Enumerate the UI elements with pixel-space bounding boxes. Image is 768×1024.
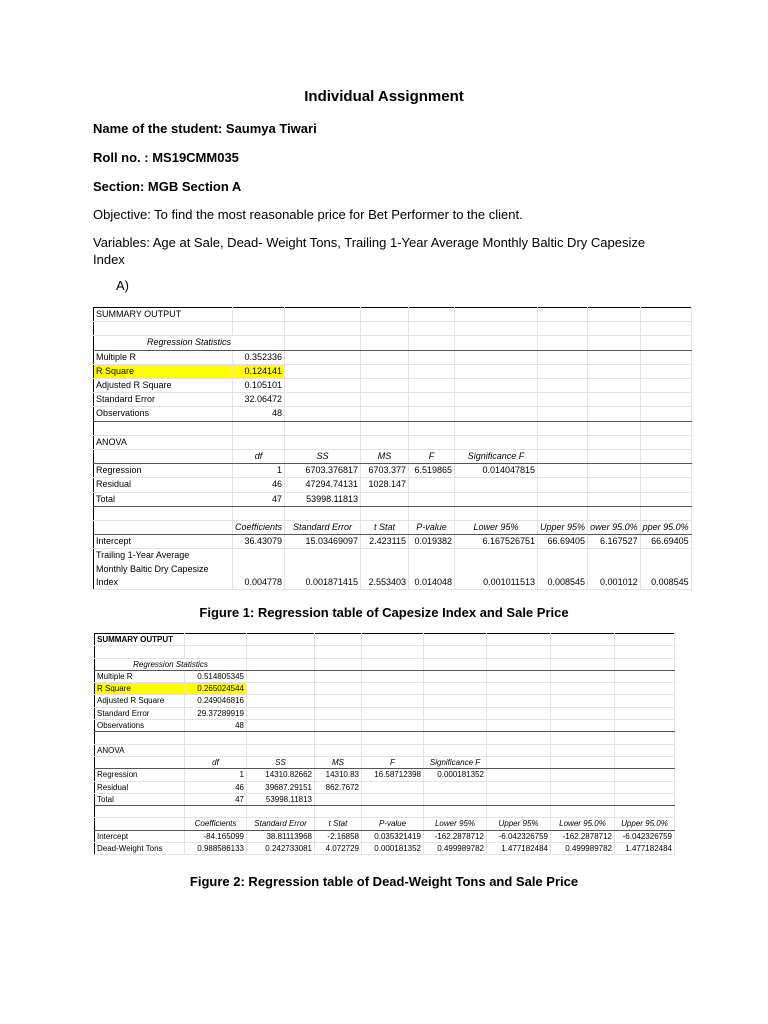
- figure-2-caption: Figure 2: Regression table of Dead-Weight Tons and Sale Price: [189, 874, 579, 889]
- coef-cell: 0.008545: [538, 549, 588, 590]
- anova-header: MS: [315, 756, 362, 768]
- variables-line-2: Index: [93, 252, 125, 267]
- figure-1-caption: Figure 1: Regression table of Capesize Index and Sale Price: [199, 605, 569, 620]
- anova-cell: 0.014047815: [455, 464, 538, 478]
- anova-cell: 6703.377: [361, 464, 409, 478]
- coef-header: P-value: [362, 818, 424, 830]
- coef-header: Standard Error: [247, 818, 315, 830]
- coef-header: Lower 95%: [424, 818, 487, 830]
- coef-header: Upper 95%: [538, 521, 588, 535]
- coef-header: Upper 95.0%: [615, 818, 675, 830]
- part-label: A): [116, 278, 129, 293]
- coef-cell: 0.004778: [233, 549, 285, 590]
- anova-header: MS: [361, 450, 409, 464]
- anova-cell: 6.519865: [409, 464, 455, 478]
- var-label-line: Trailing 1-Year Average: [96, 550, 190, 561]
- anova-header: df: [185, 756, 247, 768]
- coef-cell: 66.69405: [538, 535, 588, 549]
- stat-label: Adjusted R Square: [94, 379, 233, 393]
- coef-cell: 0.000181352: [362, 843, 424, 855]
- coef-cell: 0.001871415: [285, 549, 361, 590]
- coef-cell: 0.008545: [640, 549, 691, 590]
- regression-table-deadweight: [94, 633, 675, 855]
- stat-value: 0.105101: [233, 379, 285, 393]
- anova-cell: 1: [233, 464, 285, 478]
- stat-label: Standard Error: [95, 707, 185, 719]
- anova-header: SS: [247, 756, 315, 768]
- coef-row-label: Dead-Weight Tons: [95, 843, 185, 855]
- anova-row-label: Regression: [95, 769, 185, 781]
- coef-header: Coefficients: [185, 818, 247, 830]
- stat-value: 32.06472: [233, 393, 285, 407]
- coef-cell: 1.477182484: [487, 843, 551, 855]
- coef-header: Lower 95%: [455, 521, 538, 535]
- anova-cell: 14310.83: [315, 769, 362, 781]
- stat-label: Standard Error: [94, 393, 233, 407]
- coef-header: Upper 95%: [487, 818, 551, 830]
- regression-statistics-header: Regression Statistics: [95, 658, 247, 670]
- coef-cell: -162.2878712: [551, 830, 615, 842]
- anova-cell: 6703.376817: [285, 464, 361, 478]
- anova-cell: 16.58712398: [362, 769, 424, 781]
- anova-header: df: [233, 450, 285, 464]
- student-name: Name of the student: Saumya Tiwari: [93, 121, 317, 136]
- var-label-line: Index: [96, 576, 119, 587]
- roll-number: Roll no. : MS19CMM035: [93, 150, 239, 165]
- anova-cell: 47: [185, 793, 247, 805]
- coef-header: Coefficients: [233, 521, 285, 535]
- anova-header: SS: [285, 450, 361, 464]
- coef-header: Standard Error: [285, 521, 361, 535]
- coef-cell: 4.072729: [315, 843, 362, 855]
- coef-cell: 0.988586133: [185, 843, 247, 855]
- anova-cell: 47: [233, 492, 285, 506]
- coef-cell: 0.014048: [409, 549, 455, 590]
- coef-cell: 1.477182484: [615, 843, 675, 855]
- r-square-value: 0.124141: [233, 364, 285, 378]
- var-label-line: Monthly Baltic Dry Capesize: [96, 563, 209, 574]
- stat-label: Multiple R: [94, 350, 233, 364]
- objective: Objective: To find the most reasonable price for Bet Performer to the client.: [93, 207, 523, 222]
- coef-cell: 0.001011513: [455, 549, 538, 590]
- stat-value: 0.352336: [233, 350, 285, 364]
- stat-value: 29.37289919: [185, 707, 247, 719]
- r-square-label: R Square: [94, 364, 233, 378]
- anova-cell: 0.000181352: [424, 769, 487, 781]
- coef-row-label: Intercept: [95, 830, 185, 842]
- anova-row-label: Residual: [94, 478, 233, 492]
- stat-label: Adjusted R Square: [95, 695, 185, 707]
- anova-cell: 46: [185, 781, 247, 793]
- coef-row-label: Intercept: [94, 535, 233, 549]
- anova-cell: 53998.11813: [285, 492, 361, 506]
- anova-cell: 39687.29151: [247, 781, 315, 793]
- stat-value: 0.249046816: [185, 695, 247, 707]
- summary-output-label: SUMMARY OUTPUT: [94, 308, 233, 322]
- anova-header: Significance F: [424, 756, 487, 768]
- summary-output-label: SUMMARY OUTPUT: [95, 634, 185, 646]
- coef-row-label: [94, 549, 233, 590]
- coef-header: t Stat: [315, 818, 362, 830]
- stat-value: 48: [233, 407, 285, 421]
- anova-row-label: Residual: [95, 781, 185, 793]
- r-square-value: 0.265024544: [185, 683, 247, 695]
- stat-label: Observations: [95, 720, 185, 732]
- coef-header: pper 95.0%: [640, 521, 691, 535]
- coef-cell: -6.042326759: [487, 830, 551, 842]
- anova-header: Significance F: [455, 450, 538, 464]
- section: Section: MGB Section A: [93, 179, 242, 194]
- anova-row-label: Total: [95, 793, 185, 805]
- anova-cell: 47294.74131: [285, 478, 361, 492]
- anova-cell: 46: [233, 478, 285, 492]
- coef-cell: 6.167527: [588, 535, 641, 549]
- stat-value: 48: [185, 720, 247, 732]
- anova-cell: 1: [185, 769, 247, 781]
- variables-line-1: Variables: Age at Sale, Dead- Weight Tons, Trailing 1-Year Average Monthly Baltic Dry Capesize: [93, 235, 646, 250]
- anova-cell: 1028.147: [361, 478, 409, 492]
- coef-cell: 36.43079: [233, 535, 285, 549]
- coef-cell: 0.499989782: [424, 843, 487, 855]
- anova-cell: 53998.11813: [247, 793, 315, 805]
- coef-cell: 38.81113968: [247, 830, 315, 842]
- coef-cell: -2.16858: [315, 830, 362, 842]
- coef-cell: 0.001012: [588, 549, 641, 590]
- anova-row-label: Regression: [94, 464, 233, 478]
- coef-cell: 2.423115: [361, 535, 409, 549]
- regression-statistics-header: Regression Statistics: [94, 336, 285, 350]
- anova-row-label: Total: [94, 492, 233, 506]
- coef-header: t Stat: [361, 521, 409, 535]
- coef-cell: 0.035321419: [362, 830, 424, 842]
- coef-header: P-value: [409, 521, 455, 535]
- coef-cell: -162.2878712: [424, 830, 487, 842]
- stat-value: 0.514805345: [185, 670, 247, 682]
- coef-cell: 0.019382: [409, 535, 455, 549]
- coef-cell: 0.242733081: [247, 843, 315, 855]
- coef-cell: 15.03469097: [285, 535, 361, 549]
- anova-cell: 862.7672: [315, 781, 362, 793]
- anova-header: F: [409, 450, 455, 464]
- anova-label: ANOVA: [95, 744, 185, 756]
- stat-label: Multiple R: [95, 670, 185, 682]
- r-square-label: R Square: [95, 683, 185, 695]
- coef-cell: -84.165099: [185, 830, 247, 842]
- anova-label: ANOVA: [94, 435, 233, 449]
- coef-header: ower 95.0%: [588, 521, 641, 535]
- document-title: Individual Assignment: [304, 88, 464, 105]
- anova-header: F: [362, 756, 424, 768]
- coef-cell: 66.69405: [640, 535, 691, 549]
- coef-cell: 2.553403: [361, 549, 409, 590]
- coef-cell: 6.167526751: [455, 535, 538, 549]
- anova-cell: 14310.82662: [247, 769, 315, 781]
- coef-cell: 0.499989782: [551, 843, 615, 855]
- coef-header: Lower 95.0%: [551, 818, 615, 830]
- regression-table-capesize: [93, 307, 692, 590]
- coef-cell: -6.042326759: [615, 830, 675, 842]
- stat-label: Observations: [94, 407, 233, 421]
